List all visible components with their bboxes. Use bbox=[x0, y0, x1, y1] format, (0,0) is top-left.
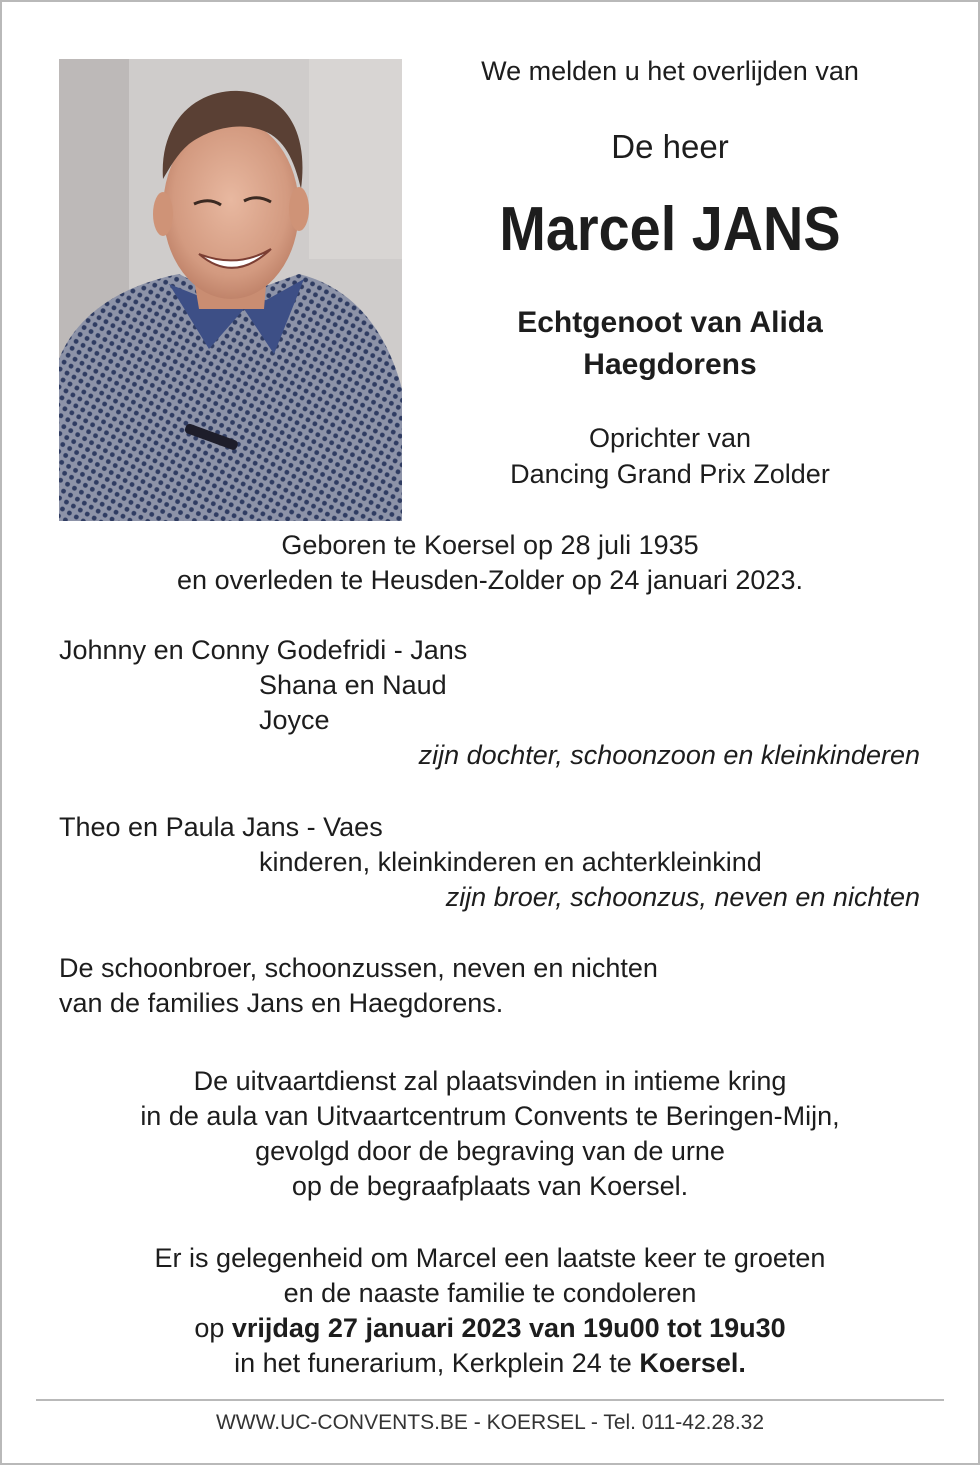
visit-line-4 bbox=[0, 1346, 980, 1381]
spouse-text bbox=[440, 302, 900, 386]
family-1-child-1: Shana en Naud bbox=[259, 670, 447, 700]
visit-location: Koersel. bbox=[639, 1348, 746, 1378]
born-line-1: Geboren te Koersel op 28 juli 1935 bbox=[281, 530, 699, 560]
visitation-text bbox=[0, 1241, 980, 1381]
visit-line-3-prefix: op bbox=[194, 1313, 232, 1343]
spouse-line-1: Echtgenoot van Alida bbox=[517, 306, 823, 339]
founder-line-1: Oprichter van bbox=[588, 423, 752, 453]
birth-death-text bbox=[0, 528, 980, 598]
footer-contact: WWW.UC-CONVENTS.BE - KOERSEL - Tel. 011-42.28.32 bbox=[215, 1411, 765, 1434]
family-1-relation: zijn dochter, schoonzoon en kleinkinderen bbox=[418, 740, 920, 770]
ceremony-text bbox=[0, 1064, 980, 1204]
family-1-child-2: Joyce bbox=[259, 705, 330, 735]
family-2-relation: zijn broer, schoonzus, neven en nichten bbox=[445, 882, 920, 912]
footer-divider bbox=[36, 1399, 944, 1401]
family-3-line-1: De schoonbroer, schoonzussen, neven en nichten bbox=[59, 953, 658, 983]
portrait-photo bbox=[59, 59, 402, 521]
family-2-name: Theo en Paula Jans - Vaes bbox=[59, 812, 383, 842]
family-2-children: kinderen, kleinkinderen en achterkleinkind bbox=[259, 847, 762, 877]
born-line-2: en overleden te Heusden-Zolder op 24 januari 2023. bbox=[177, 565, 803, 595]
spouse-line-2: Haegdorens bbox=[583, 348, 757, 381]
title-text: De heer bbox=[611, 128, 729, 165]
deceased-name: Marcel JANS bbox=[499, 195, 841, 264]
intro-text: We melden u het overlijden van bbox=[481, 56, 859, 86]
ceremony-line-3: gevolgd door de begraving van de urne bbox=[255, 1136, 725, 1166]
family-1-name: Johnny en Conny Godefridi - Jans bbox=[59, 635, 468, 665]
founder-text bbox=[440, 420, 900, 492]
visit-line-1: Er is gelegenheid om Marcel een laatste keer te groeten bbox=[154, 1243, 826, 1273]
visit-date-time: vrijdag 27 januari 2023 van 19u00 tot 19u30 bbox=[231, 1313, 786, 1343]
visit-line-4-prefix: in het funerarium, Kerkplein 24 te bbox=[234, 1348, 640, 1378]
founder-line-2: Dancing Grand Prix Zolder bbox=[510, 459, 830, 489]
ceremony-line-1: De uitvaartdienst zal plaatsvinden in intieme kring bbox=[193, 1066, 787, 1096]
ceremony-line-4: op de begraafplaats van Koersel. bbox=[291, 1171, 689, 1201]
visit-line-3 bbox=[0, 1311, 980, 1346]
family-3-line-2: van de families Jans en Haegdorens. bbox=[59, 988, 504, 1018]
visit-line-2: en de naaste familie te condoleren bbox=[283, 1278, 697, 1308]
ceremony-line-2: in de aula van Uitvaartcentrum Convents te Beringen-Mijn, bbox=[140, 1101, 840, 1131]
